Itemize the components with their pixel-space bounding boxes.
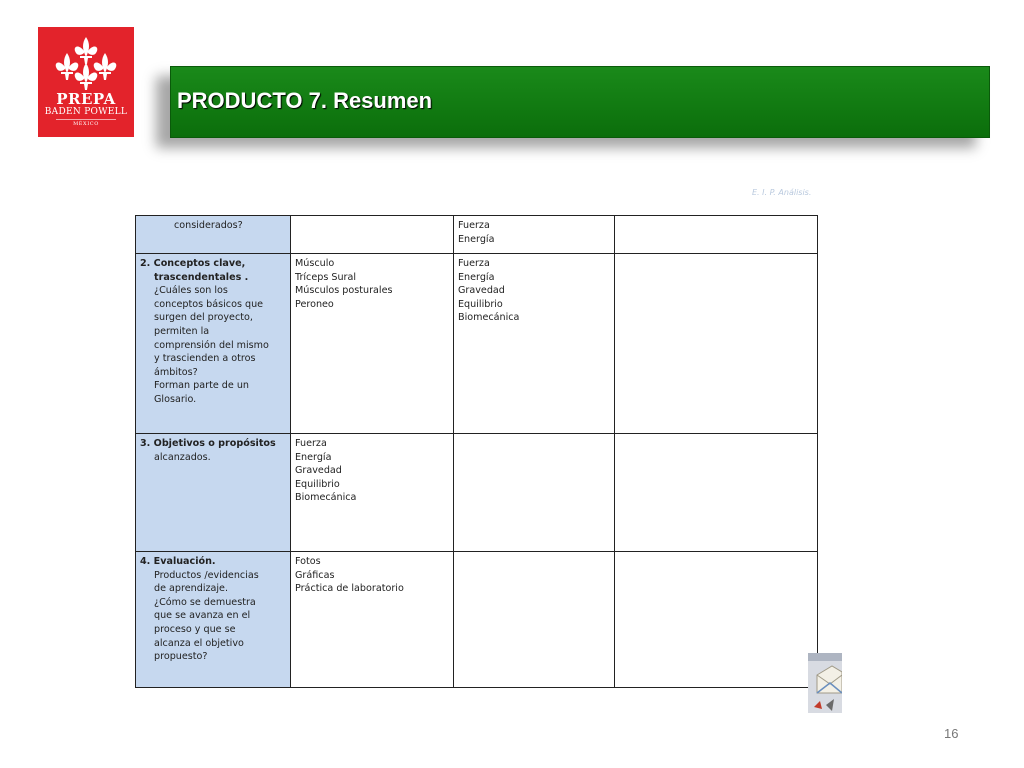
corner-note: E. I. P. Análisis. xyxy=(752,188,812,197)
row-label-cell xyxy=(136,216,291,254)
label-line: 3. Objetivos o propósitos xyxy=(140,438,276,449)
page-number: 16 xyxy=(944,726,959,741)
cell-item: Peroneo xyxy=(295,298,334,310)
label-line: propuesto? xyxy=(154,651,208,663)
logo-line-2: BADEN POWELL xyxy=(44,107,128,117)
label-line: alcanza el objetivo xyxy=(154,637,244,649)
table-cell-col4 xyxy=(615,552,818,688)
label-line: alcanzados. xyxy=(154,451,211,463)
cell-item: Práctica de laboratorio xyxy=(295,583,404,595)
cell-item: Biomecánica xyxy=(295,492,357,504)
cell-item: Biomecánica xyxy=(458,312,520,324)
label-line: que se avanza en el xyxy=(154,610,251,622)
label-line: permiten la xyxy=(154,325,210,337)
cell-item: Fuerza xyxy=(458,220,490,231)
title-banner xyxy=(170,66,990,138)
label-line: proceso y que se xyxy=(154,623,236,635)
cell-item: Equilibrio xyxy=(458,298,503,310)
label-line: trascendentales . xyxy=(154,271,249,283)
table-cell-col2 xyxy=(291,216,454,254)
table-cell-col3 xyxy=(454,552,615,688)
label-line: Glosario. xyxy=(154,393,197,405)
table-row xyxy=(136,434,818,552)
cell-item: Gravedad xyxy=(295,465,342,477)
label-line: y trascienden a otros xyxy=(154,353,256,365)
table-cell-col2 xyxy=(291,254,454,434)
table-cell-col4 xyxy=(615,434,818,552)
cell-item: Fuerza xyxy=(295,438,327,449)
summary-table xyxy=(135,215,818,688)
label-line: considerados? xyxy=(174,220,243,231)
fleur-de-lis-icon xyxy=(51,33,121,91)
table-cell-col3 xyxy=(454,434,615,552)
cell-item: Músculo xyxy=(295,258,335,269)
school-logo xyxy=(38,27,134,137)
label-line: comprensión del mismo xyxy=(154,339,269,351)
label-line: surgen del proyecto, xyxy=(154,312,253,324)
table-cell-col3 xyxy=(454,254,615,434)
row-label-cell xyxy=(136,434,291,552)
row-label-cell xyxy=(136,552,291,688)
table-cell-col4 xyxy=(615,254,818,434)
table-row xyxy=(136,216,818,254)
row-label-cell xyxy=(136,254,291,434)
mail-icon xyxy=(808,653,842,713)
label-line: Productos /evidencias xyxy=(154,569,259,581)
cell-item: Energía xyxy=(458,271,495,283)
label-line: 4. Evaluación. xyxy=(140,556,216,567)
label-line: Forman parte de un xyxy=(154,380,250,392)
logo-line-1: PREPA xyxy=(56,90,116,108)
cell-item: Equilibrio xyxy=(295,478,340,490)
cell-item: Gravedad xyxy=(458,285,505,297)
label-line: ¿Cómo se demuestra xyxy=(154,596,256,608)
slide-title: PRODUCTO 7. Resumen xyxy=(177,88,433,113)
logo-line-3: MÉXICO xyxy=(56,119,116,128)
table-cell-col4 xyxy=(615,216,818,254)
cell-item: Energía xyxy=(458,233,495,245)
cell-item: Tríceps Sural xyxy=(295,271,357,283)
label-line: ¿Cuáles son los xyxy=(154,285,228,297)
table-row xyxy=(136,254,818,434)
label-line: ámbitos? xyxy=(154,366,198,378)
table-cell-col2 xyxy=(291,552,454,688)
table-cell-col3 xyxy=(454,216,615,254)
cell-item: Músculos posturales xyxy=(295,285,393,297)
label-line: conceptos básicos que xyxy=(154,298,264,310)
cell-item: Fuerza xyxy=(458,258,490,269)
table-cell-col2 xyxy=(291,434,454,552)
label-line: de aprendizaje. xyxy=(154,583,229,595)
table-row xyxy=(136,552,818,688)
cell-item: Energía xyxy=(295,451,332,463)
cell-item: Fotos xyxy=(295,556,321,567)
cell-item: Gráficas xyxy=(295,569,335,581)
label-line: 2. Conceptos clave, xyxy=(140,258,246,269)
